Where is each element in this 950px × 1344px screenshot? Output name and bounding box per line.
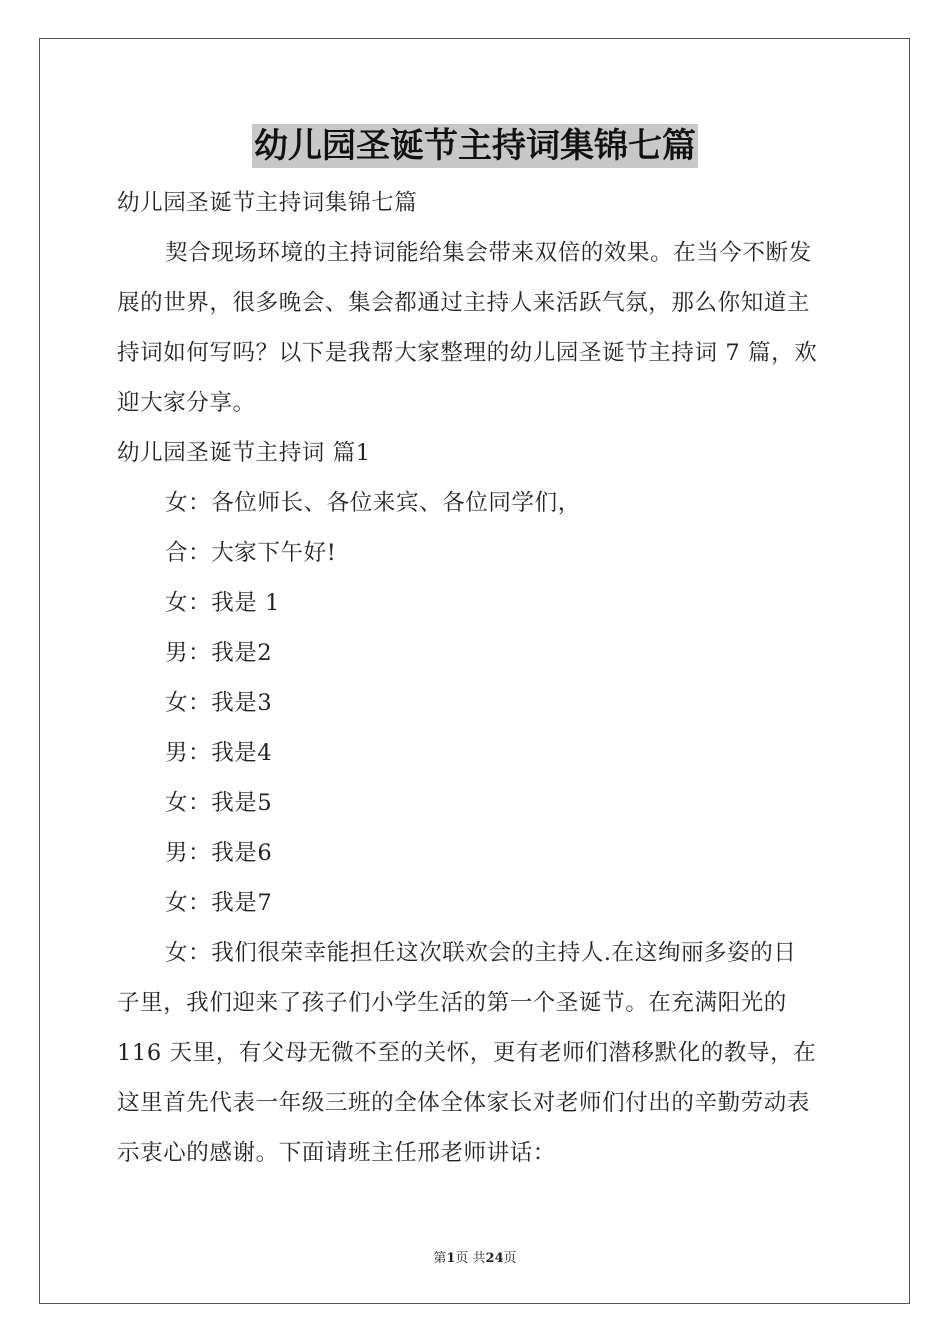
dialogue-line: 女：我是 1: [165, 590, 281, 616]
section-heading: 幼儿园圣诞节主持词 篇1: [117, 440, 371, 466]
page-label-suffix: 页: [503, 1251, 517, 1266]
dialogue-line: 男：我是4: [165, 740, 273, 766]
intro-line: 契合现场环境的主持词能给集会带来双倍的效果。在当今不断发: [165, 240, 812, 266]
intro-line: 迎大家分享。: [117, 390, 256, 416]
page-current-number: 1: [446, 1251, 456, 1266]
closing-line: 子里，我们迎来了孩子们小学生活的第一个圣诞节。在充满阳光的: [117, 990, 787, 1016]
page-total-number: 24: [485, 1251, 504, 1266]
page-label-prefix: 第: [433, 1251, 447, 1266]
document-subtitle: 幼儿园圣诞节主持词集锦七篇: [117, 190, 418, 216]
dialogue-line: 男：我是2: [165, 640, 273, 666]
closing-paragraph: [117, 928, 833, 978]
document-title: 幼儿园圣诞节主持词集锦七篇: [254, 126, 696, 166]
closing-line: 116 天里，有父母无微不至的关怀，更有老师们潜移默化的教导，在: [117, 1040, 817, 1066]
dialogue-line: 男：我是6: [165, 840, 273, 866]
intro-line: 展的世界，很多晚会、集会都通过主持人来活跃气氛，那么你知道主: [117, 290, 811, 316]
intro-paragraph: [117, 228, 833, 278]
dialogue-line: 女：各位师长、各位来宾、各位同学们，: [165, 490, 581, 516]
closing-line: 示衷心的感谢。下面请班主任邢老师讲话：: [117, 1140, 556, 1166]
dialogue-line: 女：我是5: [165, 790, 273, 816]
closing-line: 这里首先代表一年级三班的全体全体家长对老师们付出的辛勤劳动表: [117, 1090, 811, 1116]
dialogue-line: 合：大家下午好!: [165, 540, 337, 566]
closing-paragraph-cont: [117, 978, 833, 1178]
closing-line: 女：我们很荣幸能担任这次联欢会的主持人.在这绚丽多姿的日: [165, 940, 797, 966]
dialogue-line: 女：我是7: [165, 890, 273, 916]
dialogue-line: 女：我是3: [165, 690, 273, 716]
page-label-mid: 页 共: [455, 1251, 486, 1266]
page-footer: [0, 1247, 950, 1266]
intro-paragraph-cont: [117, 278, 833, 428]
document-body: [117, 178, 833, 1178]
title-container: [0, 124, 950, 168]
intro-line: 持词如何写吗？以下是我帮大家整理的幼儿园圣诞节主持词 7 篇，欢: [117, 340, 818, 366]
